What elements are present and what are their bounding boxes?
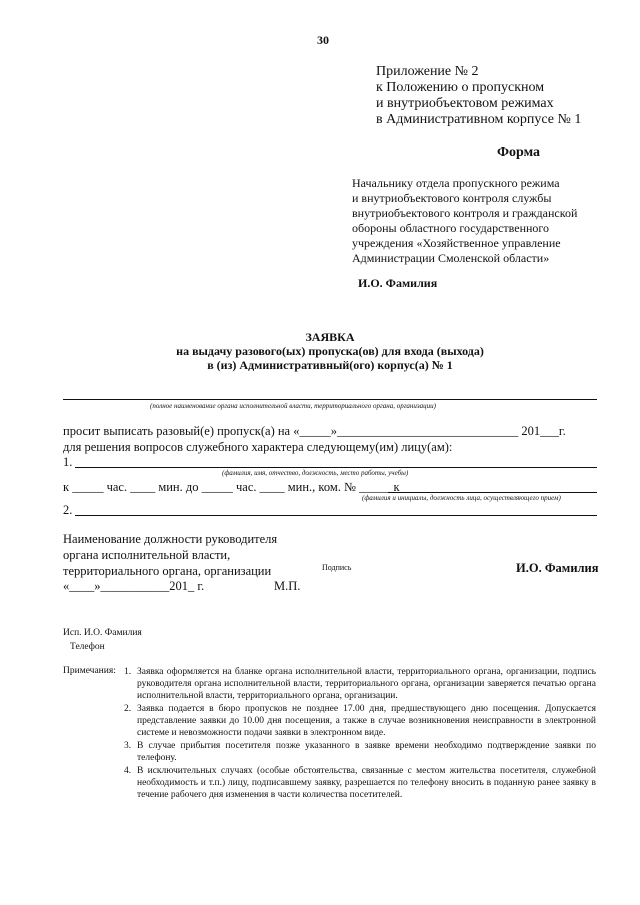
executor-phone: Телефон: [70, 642, 105, 652]
title-line-1: ЗАЯВКА: [305, 330, 355, 344]
request-date-line: просит выписать разовый(е) пропуск(а) на «_____»_____________________________ 201___г.: [63, 424, 566, 438]
notes-label: Примечания:: [63, 666, 116, 676]
document-title: [0, 330, 640, 372]
head-position-line: Наименование должности руководителя: [63, 532, 278, 546]
head-position-line: территориального органа, организации: [63, 564, 272, 578]
signature-caption: Подпись: [322, 563, 352, 572]
person-2-number: 2.: [63, 503, 73, 517]
note-number: 3.: [124, 741, 132, 751]
head-signature-name: И.О. Фамилия: [516, 561, 599, 575]
note-item: [124, 703, 596, 739]
notes-list: [124, 666, 596, 802]
org-name-caption: (полное наименование органа исполнительной власти, территориального органа, организации): [150, 402, 436, 410]
note-item: [124, 765, 596, 801]
signature-date: «____»___________201_ г.: [63, 579, 205, 593]
appendix-line-4: в Административном корпусе № 1: [376, 112, 582, 127]
executor-name: Исп. И.О. Фамилия: [63, 628, 142, 638]
head-position-block: [63, 531, 277, 579]
title-line-3: в (из) Административный(ого) корпус(а) № 1: [207, 358, 453, 372]
addressee-line: Начальнику отдела пропускного режима: [352, 176, 560, 190]
addressee-block: [352, 176, 577, 266]
note-number: 1.: [124, 667, 132, 677]
executor-block: [63, 626, 142, 654]
receiver-caption: (фамилия и инициалы, должность лица, осуществляющего прием): [362, 494, 561, 502]
receiver-field[interactable]: [388, 492, 597, 493]
appendix-header: [376, 64, 581, 128]
note-text: В исключительных случаях (особые обстоятельства, связанные с местом жительства посетителя, служебной необходимость и т.п.) лицу, подписавшему заявку, разрешается по телефону вносить в поданную ранее заявку в течение рабочего дня изменения в части количества посетителей.: [137, 766, 596, 800]
note-text: Заявка оформляется на бланке органа исполнительной власти, территориального органа, организации, подпись руководителя органа исполнительной власти, территориального органа, организации заверяется печатью органа исполнительной власти, территориального органа, организации.: [137, 667, 596, 701]
note-item: [124, 666, 596, 702]
addressee-line: внутриобъектового контроля и гражданской: [352, 206, 578, 220]
org-name-line[interactable]: [63, 399, 597, 400]
appendix-line-3: и внутриобъектовом режимах: [376, 96, 554, 111]
person-1-field[interactable]: [75, 467, 597, 468]
addressee-line: Администрации Смоленской области»: [352, 251, 550, 265]
note-number: 4.: [124, 766, 132, 776]
visit-time-line: к _____ час. ____ мин. до _____ час. ____ мин., ком. № _____ к: [63, 480, 400, 494]
person-2-field[interactable]: [75, 515, 597, 516]
addressee-line: и внутриобъектового контроля службы: [352, 191, 552, 205]
note-number: 2.: [124, 704, 132, 714]
person-caption: (фамилия, имя, отчество, должность, место работы, учебы): [222, 469, 409, 477]
head-position-line: органа исполнительной власти,: [63, 548, 231, 562]
note-item: [124, 740, 596, 764]
addressee-signature: И.О. Фамилия: [358, 276, 438, 290]
request-purpose-line: для решения вопросов служебного характера следующему(им) лицу(ам):: [63, 440, 453, 454]
note-text: Заявка подается в бюро пропусков не позднее 17.00 дня, предшествующего дню посещения. Допускается представление заявки до 10.00 дня посещения, а также в случае возникновения неисправности в электронной системе и невозможности подачи заявки в электронном виде.: [137, 704, 596, 738]
form-label: Форма: [497, 145, 541, 160]
addressee-line: обороны областного государственного: [352, 221, 550, 235]
addressee-line: учреждения «Хозяйственное управление: [352, 236, 561, 250]
person-1-number: 1.: [63, 455, 73, 469]
appendix-line-1: Приложение № 2: [376, 64, 479, 79]
stamp-place: М.П.: [274, 579, 301, 593]
note-text: В случае прибытия посетителя позже указанного в заявке времени необходимо подтверждение заявки по телефону.: [137, 741, 596, 763]
appendix-line-2: к Положению о пропускном: [376, 80, 545, 95]
page-number: 30: [317, 33, 329, 47]
title-line-2: на выдачу разового(ых) пропуска(ов) для входа (выхода): [176, 344, 484, 358]
